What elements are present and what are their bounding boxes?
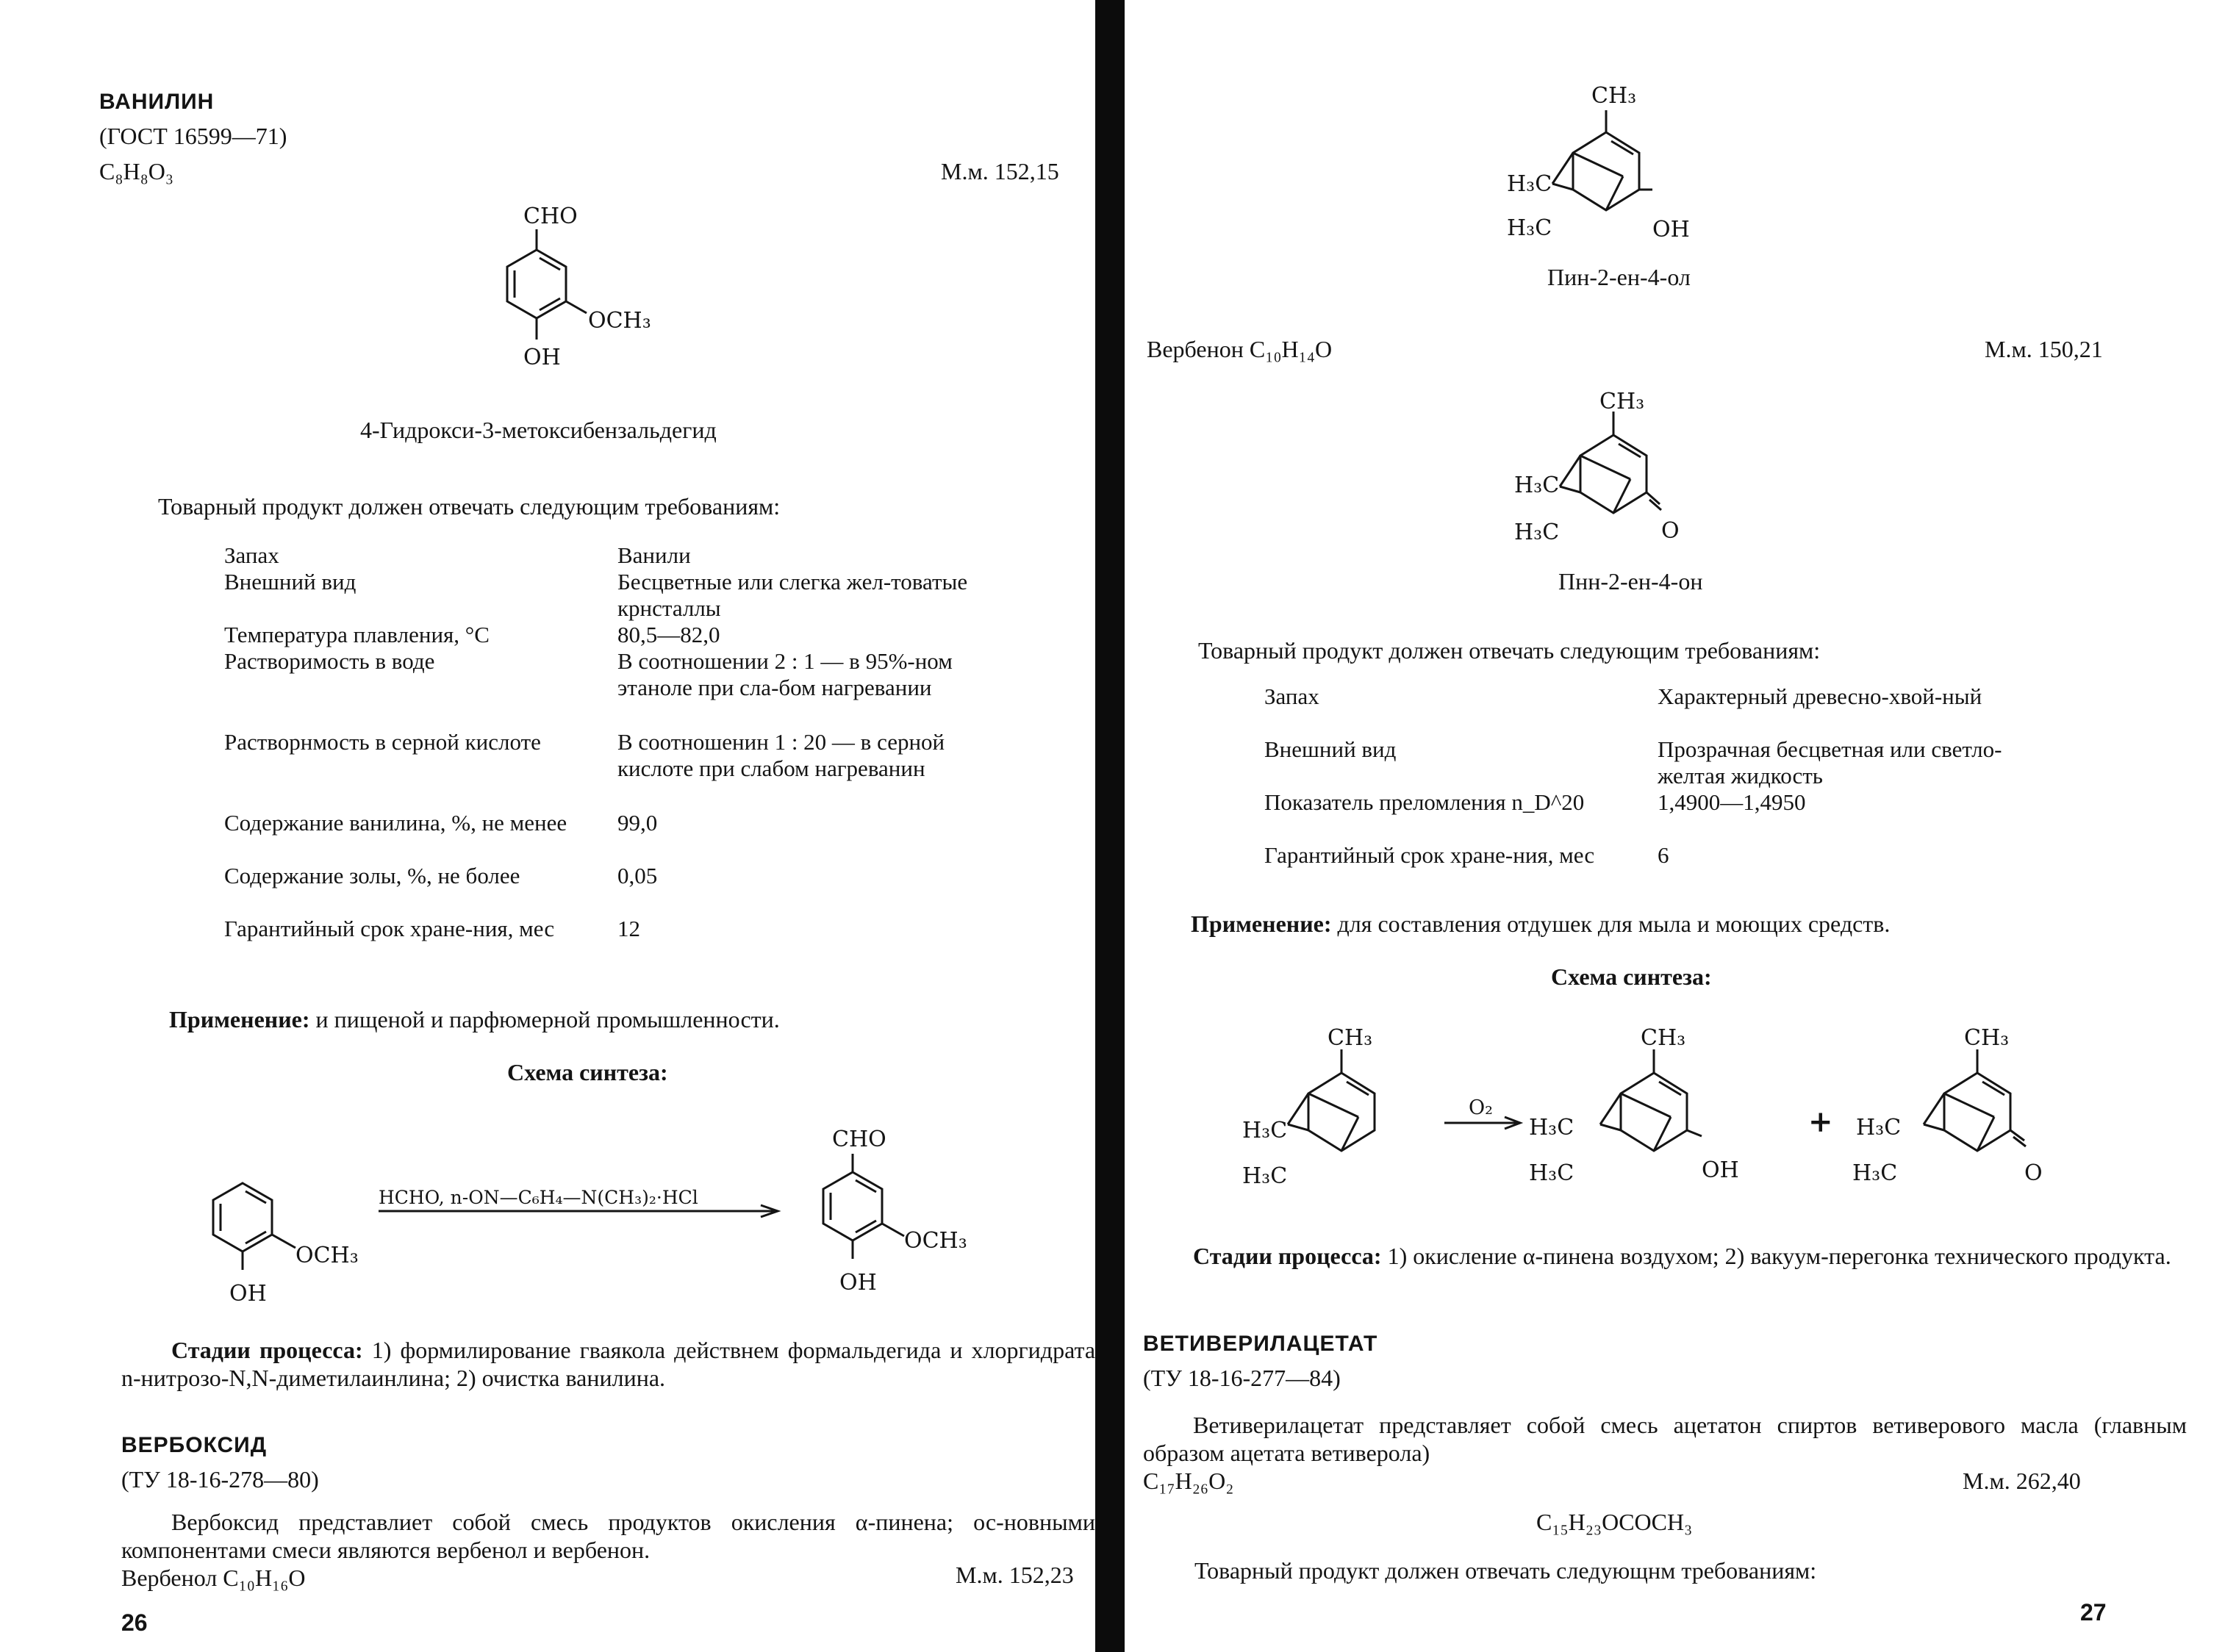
vetiveryl-structural: C₁₅H₂₃OCOCH₃: [1536, 1509, 1693, 1535]
vanillin-oh: OH: [523, 345, 561, 370]
use-text: и пищеной и парфюмерной промышленности.: [315, 1006, 780, 1032]
syn-ch3-c: CH₃: [1964, 1025, 2010, 1051]
req-row: [224, 648, 974, 729]
req-value: Характерный древесно-хвой-ный: [1658, 683, 1982, 709]
req-value: 99,0: [617, 810, 658, 836]
stages-label: Стадии процесса:: [1193, 1243, 1382, 1269]
req-key: Растворимость в воде: [224, 648, 435, 674]
syn-h3c-b1: H₃C: [1529, 1115, 1574, 1141]
req-row: [224, 622, 974, 648]
req-key: Содержание ванилина, %, не менее: [224, 810, 567, 836]
req-key: Показатель преломления n_D^20: [1264, 789, 1585, 815]
verbenone-mw: М.м. 150,21: [1985, 336, 2103, 362]
verbenone-use: [1191, 910, 1890, 938]
verboxide-desc: Вербоксид представлиет собой смесь продуктов окисления α-пинена; ос-новными компонентами смеси являются вербенол и вербенон.: [121, 1509, 1095, 1563]
syn-h3c-c1: H₃C: [1856, 1115, 1902, 1141]
req-row: [224, 810, 974, 863]
left-page: [0, 0, 1095, 1652]
vanillin-heading: ВАНИЛИН: [99, 90, 215, 114]
req-row: [224, 863, 974, 916]
pinenone-name: Пнн-2-ен-4-он: [1558, 568, 1703, 595]
reagent-label: HCHO, n-ON—C₆H₄—N(CH₃)₂·HCl: [379, 1187, 698, 1208]
req-key: Внешний вид: [1264, 736, 1397, 762]
syn-o: O: [2024, 1160, 2043, 1186]
syn-h3c-a2: H₃C: [1242, 1163, 1288, 1189]
req-value: Бесцветные или слегка жел-товатые крнсталлы: [617, 569, 968, 621]
vanillin-cho: CHO: [523, 204, 578, 229]
pinenol-h3c-1: H₃C: [1507, 171, 1552, 197]
req-value: Ванили: [617, 542, 691, 568]
req-key: Растворнмость в серной кислоте: [224, 729, 541, 755]
right-page: [1125, 0, 2225, 1652]
req-key: Содержание золы, %, не более: [224, 863, 520, 888]
syn-oh: OH: [1702, 1157, 1739, 1183]
pinenol-h3c-2: H₃C: [1507, 215, 1552, 241]
req-key: Гарантийный срок хране-ния, мес: [224, 916, 555, 941]
pinenone-ch3: CH₃: [1599, 389, 1645, 414]
vanillin-synthesis-title: Схема синтеза:: [507, 1059, 668, 1085]
vanillin-requirements-table: [224, 542, 974, 969]
stages-label: Стадии процесса:: [171, 1337, 363, 1363]
verboxide-heading: ВЕРБОКСИД: [121, 1433, 268, 1457]
req-value: В соотношенин 1 : 20 — в серной кислоте при слабом нагреванин: [617, 729, 945, 781]
req-value: 6: [1658, 842, 1669, 868]
verbenone-synthesis-title: Схема синтеза:: [1551, 963, 1712, 990]
req-row: [224, 542, 974, 569]
req-row: [224, 916, 974, 969]
req-row: [224, 729, 974, 810]
vanillin-use: [169, 1005, 780, 1033]
req-row: [1264, 842, 2036, 895]
vetiveryl-heading: ВЕТИВЕРИЛАЦЕТАТ: [1143, 1332, 1378, 1356]
syn-h3c-b2: H₃C: [1529, 1160, 1574, 1186]
product-och3: OCH₃: [904, 1228, 967, 1254]
pinenone-h3c-1: H₃C: [1514, 473, 1560, 498]
syn-ch3-a: CH₃: [1328, 1025, 1373, 1051]
req-key: Температура плавления, °С: [224, 622, 490, 647]
vanillin-gost: (ГОСТ 16599—71): [99, 123, 287, 149]
verbenone-req-intro: Товарный продукт должен отвечать следующим требованиям:: [1198, 637, 1821, 664]
vetiveryl-req-intro: Товарный продукт должен отвечать следующнм требованиям:: [1194, 1557, 1817, 1584]
verbenone-synthesis-scheme: [1228, 1014, 2183, 1227]
verbenol-mw: М.м. 152,23: [956, 1562, 1074, 1588]
req-key: Запах: [224, 542, 279, 568]
verboxide-tu: (ТУ 18-16-278—80): [121, 1466, 319, 1493]
req-key: Внешний вид: [224, 569, 356, 595]
book-gutter: [1095, 0, 1125, 1652]
use-label: Применение:: [1191, 911, 1332, 937]
use-text: для составления отдушек для мыла и моющих средств.: [1337, 911, 1891, 937]
syn-plus: +: [1808, 1105, 1833, 1139]
guaiacol-oh: OH: [229, 1281, 267, 1307]
req-row: [1264, 683, 2036, 736]
req-row: [224, 569, 974, 622]
pinenol-structure: [1485, 73, 1794, 265]
verbenone-requirements-table: [1264, 683, 2036, 895]
verbenone-stages: [1143, 1242, 2187, 1270]
page-number-right: 27: [2080, 1599, 2107, 1626]
syn-h3c-a1: H₃C: [1242, 1118, 1288, 1143]
vanillin-chem-name: 4-Гидрокси-3-метоксибензальдегид: [360, 417, 717, 443]
stages-text: 1) окисление α-пинена воздухом; 2) вакуум-перегонка технического продукта.: [1387, 1243, 2171, 1269]
product-oh: OH: [839, 1270, 877, 1296]
vanillin-formula: C₈H₈O₃: [99, 158, 174, 184]
req-key: Гарантийный срок хране-ния, мес: [1264, 842, 1595, 868]
req-value: 0,05: [617, 863, 658, 888]
vetiveryl-formula: C₁₇H₂₆O₂: [1143, 1468, 1234, 1494]
product-cho: CHO: [832, 1127, 886, 1152]
page-number-left: 26: [121, 1609, 148, 1636]
pinenone-h3c-2: H₃C: [1514, 520, 1560, 545]
pinenol-name: Пин-2-ен-4-ол: [1547, 264, 1691, 290]
syn-o2: O₂: [1469, 1096, 1493, 1119]
stages-text: 1) формилирование гваякола действнем формальдегида и хлоргидрата n-нитрозо-N,N-диметилаинлина; 2) очистка ванилина.: [121, 1337, 1095, 1391]
req-row: [1264, 789, 2036, 842]
req-row: [1264, 736, 2036, 789]
vanillin-mw: М.м. 152,15: [941, 158, 1059, 184]
pinenol-ch3: CH₃: [1591, 83, 1637, 109]
req-value: В соотношении 2 : 1 — в 95%-ном этаноле при сла-бом нагревании: [617, 648, 953, 700]
pinenone-o: O: [1661, 518, 1680, 544]
vanillin-structure: [470, 198, 691, 404]
vanillin-req-intro: Товарный продукт должен отвечать следующим требованиям:: [158, 493, 781, 520]
vanillin-synthesis-scheme: [176, 1102, 1058, 1323]
req-value: Прозрачная бесцветная или светло-желтая жидкость: [1658, 736, 2002, 789]
vanillin-stages: [121, 1336, 1095, 1392]
vetiveryl-mw: М.м. 262,40: [1963, 1468, 2081, 1494]
req-key: Запах: [1264, 683, 1319, 709]
pinenol-oh: OH: [1652, 217, 1690, 243]
use-label: Применение:: [169, 1006, 310, 1032]
vetiveryl-tu: (ТУ 18-16-277—84): [1143, 1365, 1341, 1391]
req-value: 12: [617, 916, 640, 941]
guaiacol-och3: OCH₃: [295, 1243, 359, 1268]
syn-ch3-b: CH₃: [1641, 1025, 1686, 1051]
req-value: 1,4900—1,4950: [1658, 789, 1806, 815]
vanillin-och3: OCH₃: [588, 308, 651, 334]
verbenol-formula: Вербенол C₁₀H₁₆O: [121, 1565, 306, 1591]
syn-h3c-c2: H₃C: [1852, 1160, 1898, 1186]
req-value: 80,5—82,0: [617, 622, 720, 647]
verbenone-formula: Вербенон C₁₀H₁₄O: [1147, 336, 1333, 362]
vetiveryl-desc: Ветиверилацетат представляет собой смесь ацетатон спиртов ветиверового масла (главным образом ацетата ветиверола): [1143, 1412, 2187, 1466]
pinenone-structure: [1514, 382, 1794, 566]
